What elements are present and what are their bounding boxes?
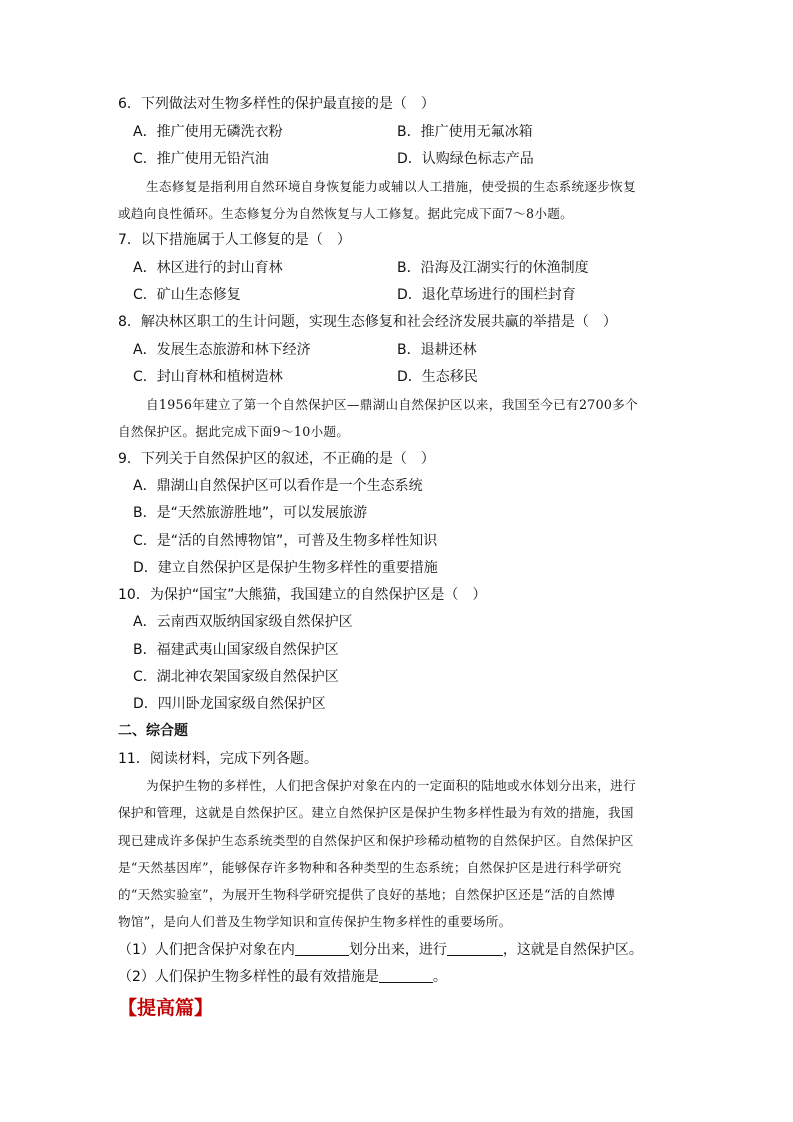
answer-blank-3[interactable] [379,968,433,983]
subquestion-1-part-a: （1）人们把含保护对象在内 [118,942,295,958]
advanced-section-header: 【提高篇】 [118,997,214,1019]
material-1-line-1: 生态修复是指利用自然环境自身恢复能力或辅以人工措施，使受损的生态系统逐步恢复 [146,179,636,194]
question-11-material-line-5: 的“天然实验室”，为展开生物科学研究提供了良好的基地；自然保护区还是“活的自然博 [118,887,616,902]
question-6-option-a: A．推广使用无磷洗衣粉 [133,124,283,140]
question-6-option-b: B．推广使用无氟冰箱 [397,124,533,140]
subquestion-1-part-b: 划分出来，进行 [348,942,447,958]
question-11-subquestion-1 [118,941,643,959]
question-7-option-a: A．林区进行的封山育林 [133,260,283,276]
question-10-option-c: C．湖北神农架国家级自然保护区 [133,669,339,685]
question-11-material-line-6: 物馆”，是向人们普及生物学知识和宣传保护生物多样性的重要场所。 [118,914,512,929]
material-2-line-2: 自然保护区。据此完成下面9～10小题。 [118,424,350,439]
question-8-stem: 8．解决林区职工的生计问题，实现生态修复和社会经济发展共赢的举措是（ ） [118,314,617,330]
question-9-option-c: C．是“活的自然博物馆”，可普及生物多样性知识 [133,533,438,549]
question-11-material-line-4: 是“天然基因库”，能够保存许多物种和各种类型的生态系统；自然保护区是进行科学研究 [118,860,622,875]
question-7-stem: 7．以下措施属于人工修复的是（ ） [118,232,351,248]
question-11-material-line-3: 现已建成许多保护生态系统类型的自然保护区和保护珍稀动植物的自然保护区。自然保护区 [118,833,634,848]
question-11-stem: 11．阅读材料，完成下列各题。 [118,751,318,767]
question-9-option-d: D．建立自然保护区是保护生物多样性的重要措施 [133,560,438,576]
question-10-stem: 10．为保护“国宝”大熊猫，我国建立的自然保护区是（ ） [118,587,487,603]
question-11-subquestion-2 [118,968,447,986]
section-heading-comprehensive: 二、综合题 [118,723,188,739]
subquestion-2-part-b: 。 [432,969,447,985]
subquestion-2-part-a: （2）人们保护生物多样性的最有效措施是 [118,969,379,985]
question-8-option-b: B．退耕还林 [397,342,477,358]
subquestion-1-part-c: ，这就是自然保护区。 [502,942,643,958]
question-10-option-b: B．福建武夷山国家级自然保护区 [133,642,339,658]
answer-blank-1[interactable] [295,941,349,956]
question-7-option-b: B．沿海及江湖实行的休渔制度 [397,260,589,276]
question-8-option-d: D．生态移民 [397,369,478,385]
question-11-material-line-2: 保护和管理，这就是自然保护区。建立自然保护区是保护生物多样性最为有效的措施，我国 [118,805,634,820]
material-1-line-2: 或趋向良性循环。生态修复分为自然恢复与人工修复。据此完成下面7～8小题。 [118,206,574,221]
question-9-option-a: A．鼎湖山自然保护区可以看作是一个生态系统 [133,478,423,494]
question-8-option-c: C．封山育林和植树造林 [133,369,283,385]
answer-blank-2[interactable] [447,941,503,956]
question-7-option-c: C．矿山生态修复 [133,287,241,303]
material-2-line-1: 自1956年建立了第一个自然保护区—鼎湖山自然保护区以来，我国至今已有2700多个 [146,397,638,412]
question-11-material-line-1: 为保护生物的多样性，人们把含保护对象在内的一定面积的陆地或水体划分出来，进行 [146,778,636,793]
question-10-option-a: A．云南西双版纳国家级自然保护区 [133,614,353,630]
question-9-stem: 9．下列关于自然保护区的叙述，不正确的是（ ） [118,451,435,467]
question-7-option-d: D．退化草场进行的围栏封育 [397,287,576,303]
question-6-option-d: D．认购绿色标志产品 [397,151,534,167]
question-9-option-b: B．是“天然旅游胜地”，可以发展旅游 [133,505,368,521]
question-8-option-a: A．发展生态旅游和林下经济 [133,342,311,358]
question-6-option-c: C．推广使用无铅汽油 [133,151,269,167]
question-6-stem: 6．下列做法对生物多样性的保护最直接的是（ ） [118,96,435,112]
question-10-option-d: D．四川卧龙国家级自然保护区 [133,696,326,712]
